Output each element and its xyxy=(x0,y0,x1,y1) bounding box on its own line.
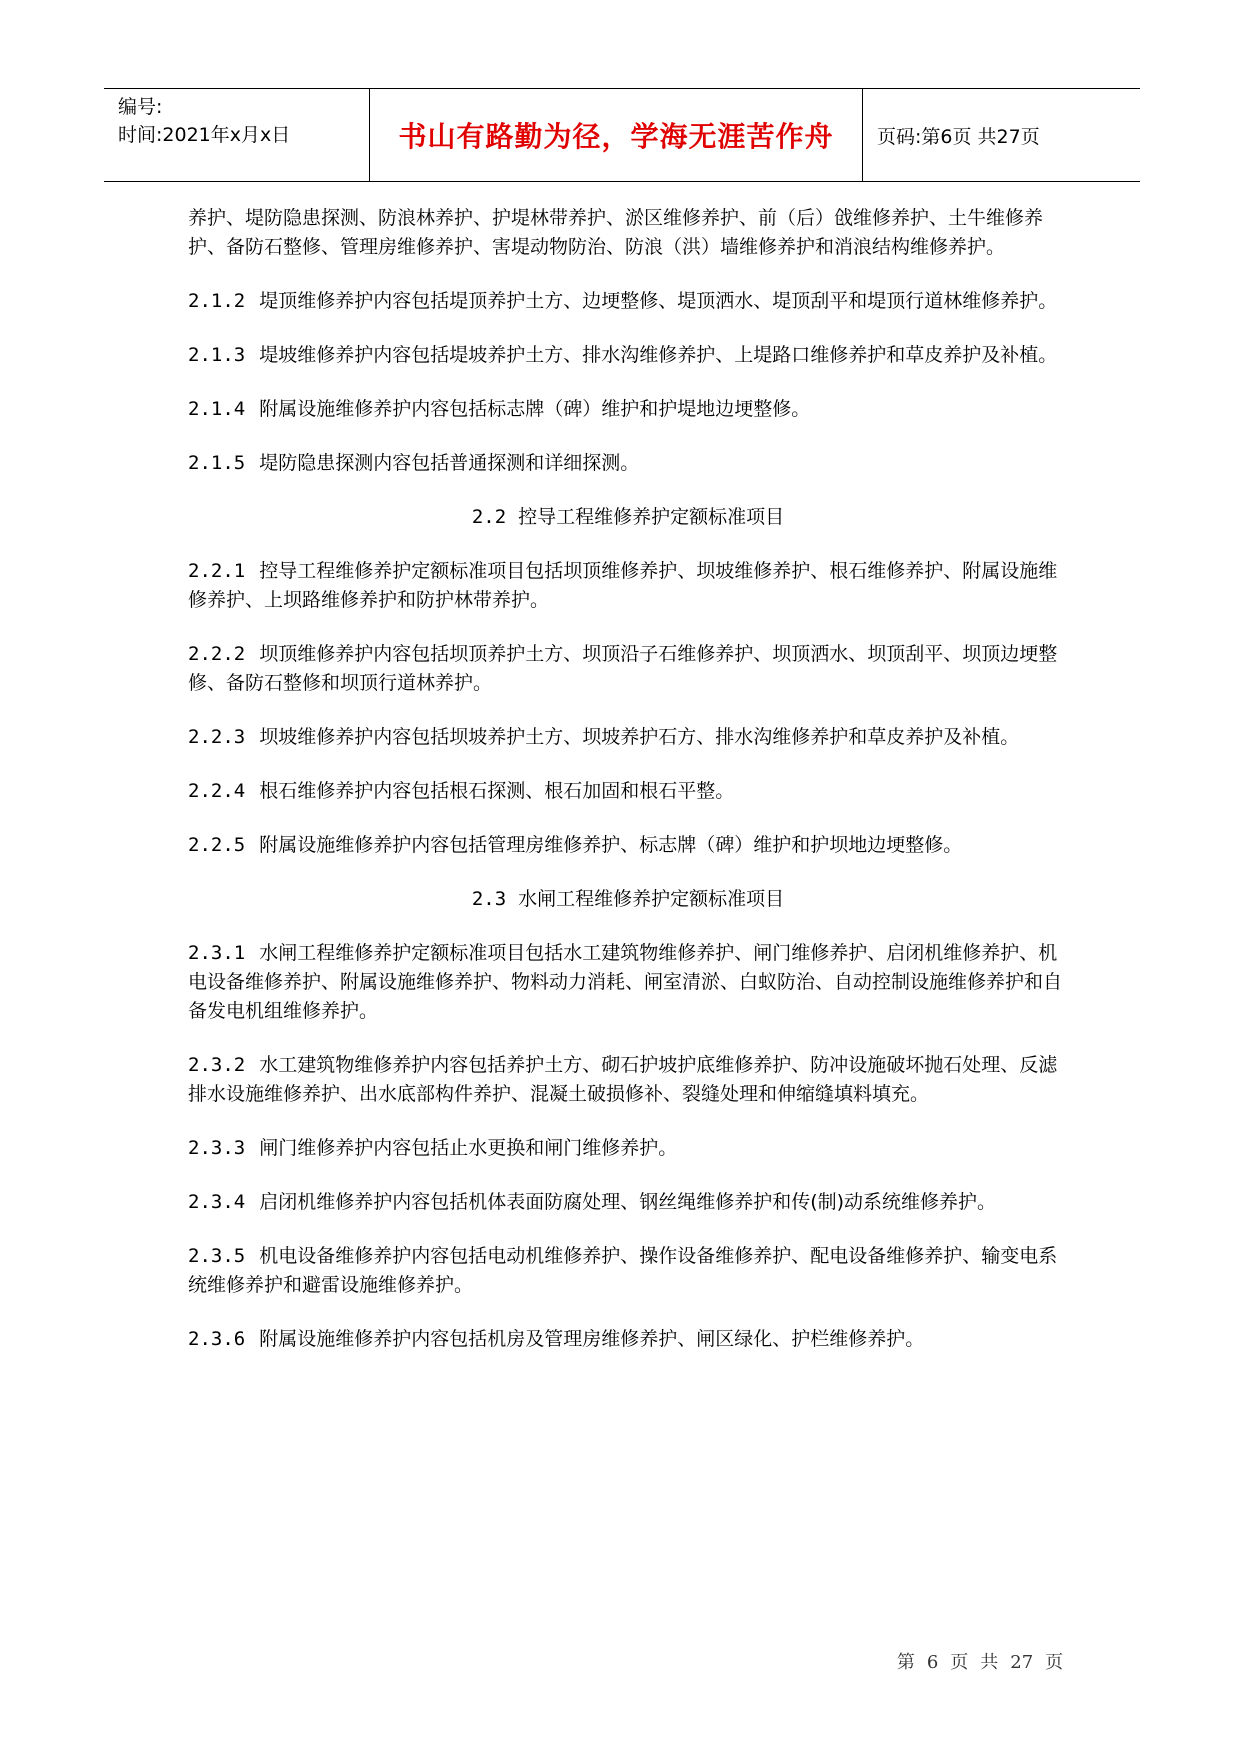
serial-label: 编号: xyxy=(118,96,163,118)
paragraph xyxy=(188,640,1068,698)
paragraph xyxy=(188,557,1068,615)
clause-number: 2.3.3 xyxy=(188,1137,246,1159)
paragraph-text: 根石维修养护内容包括根石探测、根石加固和根石平整。 xyxy=(259,780,735,802)
paragraph xyxy=(188,1325,1068,1354)
document-body xyxy=(188,204,1068,1379)
page-header xyxy=(104,88,1140,182)
clause-number: 2.1.3 xyxy=(188,344,246,366)
clause-number: 2.2.4 xyxy=(188,780,246,802)
date-label: 时间:2021年x月x日 xyxy=(118,124,291,146)
paragraph xyxy=(188,204,1068,262)
clause-number: 2.2.3 xyxy=(188,726,246,748)
paragraph-text: 附属设施维修养护内容包括机房及管理房维修养护、闸区绿化、护栏维修养护。 xyxy=(259,1328,925,1350)
footer-ye2: 页 xyxy=(1045,1652,1064,1673)
section-number: 2.2 xyxy=(471,506,507,528)
section-title: 水闸工程维修养护定额标准项目 xyxy=(518,888,785,910)
footer-di: 第 xyxy=(896,1652,915,1673)
paragraph-text: 控导工程维修养护定额标准项目包括坝顶维修养护、坝坡维修养护、根石维修养护、附属设施维修养护、上坝路维修养护和防护林带养护。 xyxy=(188,560,1058,611)
clause-number: 2.1.2 xyxy=(188,290,246,312)
clause-number: 2.3.1 xyxy=(188,942,246,964)
header-motto: 书山有路勤为径，学海无涯苦作舟 xyxy=(369,89,863,181)
clause-number: 2.1.4 xyxy=(188,398,246,420)
section-heading xyxy=(188,503,1068,532)
footer-ye: 页 xyxy=(950,1652,969,1673)
footer-total-pages: 27 xyxy=(1010,1652,1034,1673)
clause-number: 2.1.5 xyxy=(188,452,246,474)
clause-number: 2.2.1 xyxy=(188,560,246,582)
paragraph-text: 堤防隐患探测内容包括普通探测和详细探测。 xyxy=(259,452,640,474)
section-number: 2.3 xyxy=(471,888,507,910)
paragraph xyxy=(188,395,1068,424)
clause-number: 2.3.4 xyxy=(188,1191,246,1213)
paragraph xyxy=(188,939,1068,1026)
clause-number: 2.2.5 xyxy=(188,834,246,856)
paragraph-text: 堤顶维修养护内容包括堤顶养护土方、边埂整修、堤顶洒水、堤顶刮平和堤顶行道林维修养护。 xyxy=(259,290,1058,312)
footer-gong: 共 xyxy=(980,1652,999,1673)
paragraph-text: 附属设施维修养护内容包括标志牌（碑）维护和护堤地边埂整修。 xyxy=(259,398,811,420)
page-footer xyxy=(880,1648,1080,1674)
clause-number: 2.2.2 xyxy=(188,643,246,665)
section-heading xyxy=(188,885,1068,914)
paragraph xyxy=(188,1051,1068,1109)
clause-number: 2.3.2 xyxy=(188,1054,246,1076)
paragraph xyxy=(188,831,1068,860)
paragraph-text: 附属设施维修养护内容包括管理房维修养护、标志牌（碑）维护和护坝地边埂整修。 xyxy=(259,834,963,856)
paragraph-text: 坝顶维修养护内容包括坝顶养护土方、坝顶沿子石维修养护、坝顶洒水、坝顶刮平、坝顶边埂整修、备防石整修和坝顶行道林养护。 xyxy=(188,643,1058,694)
paragraph-text: 启闭机维修养护内容包括机体表面防腐处理、钢丝绳维修养护和传(制)动系统维修养护。 xyxy=(259,1191,997,1213)
paragraph xyxy=(188,449,1068,478)
clause-number: 2.3.5 xyxy=(188,1245,246,1267)
section-title: 控导工程维修养护定额标准项目 xyxy=(518,506,785,528)
paragraph xyxy=(188,1188,1068,1217)
footer-page-number: 6 xyxy=(926,1652,939,1673)
paragraph xyxy=(188,1134,1068,1163)
paragraph-text: 水闸工程维修养护定额标准项目包括水工建筑物维修养护、闸门维修养护、启闭机维修养护、机电设备维修养护、附属设施维修养护、物料动力消耗、闸室清淤、白蚁防治、自动控制设施维修养护和自备发电机组维修养护。 xyxy=(188,942,1063,1022)
paragraph-text: 堤坡维修养护内容包括堤坡养护土方、排水沟维修养护、上堤路口维修养护和草皮养护及补植。 xyxy=(259,344,1058,366)
header-meta xyxy=(104,89,369,181)
paragraph xyxy=(188,287,1068,316)
paragraph-text: 闸门维修养护内容包括止水更换和闸门维修养护。 xyxy=(259,1137,678,1159)
paragraph-text: 坝坡维修养护内容包括坝坡养护土方、坝坡养护石方、排水沟维修养护和草皮养护及补植。 xyxy=(259,726,1020,748)
header-page-info: 页码:第6页 共27页 xyxy=(877,125,1040,148)
paragraph xyxy=(188,723,1068,752)
paragraph xyxy=(188,777,1068,806)
clause-number: 2.3.6 xyxy=(188,1328,246,1350)
paragraph xyxy=(188,1242,1068,1300)
paragraph-text: 养护、堤防隐患探测、防浪林养护、护堤林带养护、淤区维修养护、前（后）戗维修养护、土牛维修养护、备防石整修、管理房维修养护、害堤动物防治、防浪（洪）墙维修养护和消浪结构维修养护。 xyxy=(188,207,1044,258)
paragraph xyxy=(188,341,1068,370)
paragraph-text: 水工建筑物维修养护内容包括养护土方、砌石护坡护底维修养护、防冲设施破坏抛石处理、反滤排水设施维修养护、出水底部构件养护、混凝土破损修补、裂缝处理和伸缩缝填料填充。 xyxy=(188,1054,1058,1105)
paragraph-text: 机电设备维修养护内容包括电动机维修养护、操作设备维修养护、配电设备维修养护、输变电系统维修养护和避雷设施维修养护。 xyxy=(188,1245,1058,1296)
